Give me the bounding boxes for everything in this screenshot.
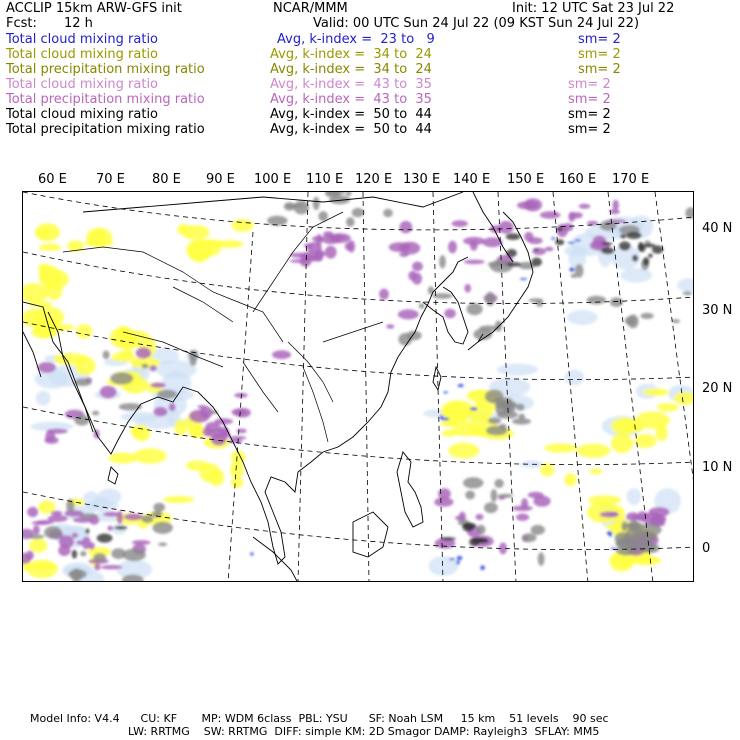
longitude-110E [298,192,308,582]
legend-field-name: Total cloud mixing ratio [6,107,159,122]
low-cloud-area [631,556,661,566]
mid-cloud-area [521,498,528,509]
high-cloud-area [153,522,173,534]
mid-cloud-area [94,564,100,571]
mid-cloud-area [154,407,168,417]
map-panel [22,191,694,582]
mid-cloud-area [48,515,68,522]
high-cloud-area [103,351,110,360]
high-cloud-area [485,390,504,404]
heavy-precip-core [520,278,527,280]
legend-smoothing: sm= 2 [568,77,611,92]
legend-field-name: Total precipitation mixing ratio [6,62,205,77]
longitude-label: 110 E [306,172,344,187]
high-cloud-area [111,548,125,559]
mid-cloud-area [58,545,70,556]
mid-cloud-area [26,551,34,561]
high-cloud-area [671,319,680,323]
high-cloud-area [627,315,638,329]
mid-cloud-area [524,232,533,242]
mid-cloud-area [464,284,471,293]
high-cloud-area [92,411,99,416]
mid-cloud-area [76,540,83,545]
mid-cloud-area [237,429,247,434]
high-cloud-area [465,491,475,500]
high-cloud-area [463,477,483,488]
high-cloud-area [79,513,98,518]
legend-smoothing: sm= 2 [578,62,621,77]
longitude-170E [655,192,694,492]
mid-cloud-area [72,533,78,538]
low-cloud-area [540,463,554,477]
mid-cloud-area [545,247,554,252]
low-cloud-area [76,324,92,338]
legend-field-name: Total precipitation mixing ratio [6,122,205,137]
deep-cloud-core [531,258,542,267]
longitude-label: 70 E [96,172,125,187]
low-cloud-area [643,388,669,396]
deep-cloud-core [652,245,663,253]
mid-cloud-area [136,347,151,358]
legend-k-index-range: Avg, k-index = 34 to 24 [270,62,432,77]
deep-cloud-core [506,249,517,257]
coastline-mongolia [83,192,463,212]
mid-cloud-area [379,289,389,300]
mid-cloud-area [444,309,456,318]
mid-cloud-area [540,211,561,219]
legend-field-name: Total cloud mixing ratio [6,77,159,92]
mid-cloud-area [315,249,324,261]
mid-cloud-area [89,542,95,549]
mid-cloud-area [312,236,323,241]
high-cloud-area [497,411,518,419]
mid-cloud-area [610,512,619,517]
mid-cloud-area [169,403,176,411]
mid-cloud-area [150,365,157,371]
coastline-taiwan [433,367,441,390]
mid-cloud-area [470,241,478,251]
deep-cloud-core [97,534,113,543]
deep-cloud-core [476,539,489,543]
high-cloud-area [685,207,694,218]
mid-cloud-area [516,514,529,521]
high-cloud-area [571,274,577,278]
mid-cloud-area [27,507,38,517]
heavy-precip-core [569,267,574,271]
longitude-label: 90 E [206,172,235,187]
heavy-precip-core [443,391,447,393]
mid-cloud-area [386,324,394,329]
light-cloud-area [497,364,539,376]
low-cloud-area [118,337,141,349]
heavy-precip-core [480,565,485,570]
low-cloud-area [231,477,243,488]
heavy-precip-core [250,552,253,555]
longitude-100E [228,232,253,582]
mid-cloud-area [228,439,243,443]
latitude-label: 20 N [702,381,733,396]
high-cloud-area [75,378,92,386]
field-shading [23,192,694,582]
low-cloud-area [134,448,167,463]
high-cloud-area [428,286,434,294]
high-cloud-area [624,532,630,546]
model-info-line1: Model Info: V4.4 CU: KF MP: WDM 6class PBL: YSU SF: Noah LSM 15 km 51 levels 90 sec [30,712,609,725]
deep-cloud-core [507,262,522,267]
low-cloud-area [111,352,135,362]
deep-cloud-core [440,537,455,540]
mid-cloud-area [348,240,355,252]
high-cloud-area [477,525,486,535]
mid-cloud-area [38,362,56,373]
low-cloud-area [590,469,602,475]
mid-cloud-area [100,386,117,399]
map-svg [23,192,694,582]
low-cloud-area [231,219,253,232]
model-info-line2: LW: RRTMG SW: RRTMG DIFF: simple KM: 2D Smagor DAMP: Rayleigh3 SFLAY: MM5 [128,725,600,738]
high-cloud-area [484,502,498,513]
latitude-label: 30 N [702,303,733,318]
mid-cloud-area [107,526,113,531]
high-cloud-area [313,197,320,210]
mid-cloud-area [32,521,51,525]
high-cloud-area [267,216,287,226]
deep-cloud-core [643,257,649,266]
mid-cloud-area [626,512,639,521]
deep-cloud-core [85,528,89,534]
longitude-label: 80 E [152,172,181,187]
low-cloud-area [29,539,48,553]
longitude-label: 60 E [38,172,67,187]
mid-cloud-area [124,514,143,521]
heavy-precip-core [609,533,612,536]
high-cloud-area [142,364,149,369]
high-cloud-area [491,489,498,502]
heavy-precip-core [458,384,464,387]
low-cloud-area [657,403,679,412]
legend-k-index-range: Avg, k-index = 34 to 24 [270,47,432,62]
deep-cloud-core [626,232,642,239]
legend-k-index-range: Avg, k-index = 50 to 44 [270,107,432,122]
deep-cloud-core [602,242,613,245]
high-cloud-area [406,331,421,341]
deep-cloud-core [620,234,626,238]
light-cloud-area [567,310,598,325]
longitude-label: 150 E [507,172,545,187]
high-cloud-area [153,503,165,512]
center-label: NCAR/MMM [273,1,348,16]
legend-smoothing: sm= 2 [578,32,621,47]
legend-field-name: Total precipitation mixing ratio [6,92,205,107]
high-cloud-area [110,372,133,384]
high-cloud-area [141,515,153,523]
low-cloud-area [588,495,621,505]
high-cloud-area [294,201,309,215]
high-cloud-area [44,526,62,539]
low-cloud-area [545,443,578,452]
low-cloud-area [635,434,657,448]
deep-cloud-core [72,550,77,559]
mid-cloud-area [464,260,485,265]
deep-cloud-core [462,522,474,531]
light-cloud-area [677,278,694,292]
low-cloud-area [31,563,58,569]
legend-smoothing: sm= 2 [578,47,621,62]
longitude-label: 100 E [254,172,292,187]
light-cloud-area [565,370,585,386]
low-cloud-area [577,444,611,458]
high-cloud-area [600,221,617,231]
light-cloud-area [83,491,100,508]
coastline-philippines [397,452,423,527]
mid-cloud-area [498,221,513,234]
low-cloud-area [186,460,209,470]
mid-cloud-area [235,408,251,418]
mid-cloud-area [272,350,291,359]
coastlines [23,192,533,582]
high-cloud-area [587,296,606,305]
legend-k-index-range: Avg, k-index = 50 to 44 [270,122,432,137]
high-cloud-area [419,303,425,309]
longitude-label: 160 E [559,172,597,187]
deep-cloud-core [601,247,614,254]
deep-cloud-core [632,255,638,262]
high-cloud-area [467,303,483,315]
coastline-sumatra [253,537,298,582]
low-cloud-area [611,433,633,453]
mid-cloud-area [329,233,351,243]
high-cloud-area [522,533,537,542]
heavy-precip-core [568,242,575,244]
longitude-label: 140 E [453,172,491,187]
legend-smoothing: sm= 2 [568,122,611,137]
mid-cloud-area [476,514,484,520]
low-cloud-area [451,427,484,436]
mid-cloud-area [408,271,416,281]
low-cloud-area [46,280,62,300]
high-cloud-area [516,404,524,411]
low-cloud-area [86,228,112,247]
high-cloud-area [494,479,503,488]
low-cloud-area [215,240,243,248]
mid-cloud-area [482,237,502,247]
high-cloud-area [93,553,106,562]
legend-k-index-range: Avg, k-index = 43 to 35 [270,77,432,92]
high-cloud-area [641,313,654,319]
longitude-label: 130 E [403,172,441,187]
mid-cloud-area [44,437,58,444]
heavy-precip-core [470,407,478,410]
high-cloud-area [529,298,544,302]
mid-cloud-area [151,383,166,388]
mid-cloud-area [117,511,123,524]
high-cloud-area [346,217,355,227]
low-cloud-area [133,425,151,441]
mid-cloud-area [438,488,451,499]
heavy-precip-core [574,239,581,241]
low-cloud-area [448,443,479,459]
mid-cloud-area [33,525,40,534]
coastline-sri-lanka [108,467,118,484]
high-cloud-area [80,551,86,557]
mid-cloud-area [569,212,583,218]
high-cloud-area [68,569,87,579]
mid-cloud-area [579,204,591,209]
high-cloud-area [383,209,393,218]
high-cloud-area [643,543,659,553]
mid-cloud-area [203,427,212,436]
mid-cloud-area [412,262,423,272]
mid-cloud-area [562,223,573,231]
mid-cloud-area [400,221,413,233]
high-cloud-area [352,208,364,217]
heavy-precip-core [456,560,459,565]
mid-cloud-area [448,241,457,254]
mid-cloud-area [399,252,409,257]
high-cloud-area [318,211,328,221]
mid-cloud-area [452,220,468,227]
heavy-precip-core [551,237,554,240]
mid-cloud-area [46,429,67,434]
mid-cloud-area [649,507,670,517]
high-cloud-area [158,543,167,547]
mid-cloud-area [613,200,619,211]
longitude-120E [363,192,369,582]
mid-cloud-area [101,565,122,569]
high-cloud-area [499,424,507,429]
latitude-label: 40 N [702,221,733,236]
heavy-precip-core [449,558,455,560]
high-cloud-area [531,525,545,535]
deep-cloud-core [557,227,564,231]
high-cloud-area [346,192,352,196]
coastline-arabia [23,332,41,377]
deep-cloud-core [619,241,631,250]
high-cloud-area [640,524,662,536]
legend-smoothing: sm= 2 [568,92,611,107]
light-cloud-area [621,268,653,283]
deep-cloud-core [638,242,643,251]
high-cloud-area [538,552,545,566]
forecast-hour: 12 h [64,16,93,31]
mid-cloud-area [132,540,151,545]
mid-cloud-area [398,309,419,319]
heavy-precip-core [442,417,450,420]
light-cloud-area [36,391,51,406]
high-cloud-area [439,255,446,268]
longitude-label: 170 E [612,172,650,187]
high-cloud-area [488,418,501,424]
longitude-label: 120 E [355,172,393,187]
low-cloud-area [564,473,576,486]
high-cloud-area [683,291,693,295]
high-cloud-area [74,415,89,426]
deep-cloud-core [114,526,127,530]
mid-cloud-area [325,246,337,259]
high-cloud-area [190,356,197,366]
legend-k-index-range: Avg, k-index = 23 to 9 [277,32,435,47]
high-cloud-area [498,494,513,498]
low-cloud-area [635,412,670,429]
low-cloud-area [181,225,209,240]
low-cloud-area [39,244,61,251]
longitude-130E [433,192,443,582]
mid-cloud-area [304,243,313,247]
high-cloud-area [123,549,146,561]
low-cloud-area [75,357,95,376]
low-cloud-area [188,241,210,262]
deep-cloud-core [506,233,521,240]
high-cloud-area [512,418,531,424]
deep-cloud-core [555,239,564,245]
high-cloud-area [497,403,512,407]
legend-k-index-range: Avg, k-index = 43 to 35 [270,92,432,107]
forecast-label: Fcst: [6,16,37,31]
mid-cloud-area [517,201,538,209]
low-cloud-area [35,223,60,241]
valid-time: Valid: 00 UTC Sun 24 Jul 22 (09 KST Sun 24 Jul 22) [313,16,640,31]
high-cloud-area [488,262,502,267]
high-cloud-area [28,535,44,540]
light-cloud-area [627,488,641,505]
mid-cloud-area [528,492,544,498]
deep-cloud-core [534,248,539,251]
low-cloud-area [109,453,138,464]
init-time: Init: 12 UTC Sat 23 Jul 22 [512,1,675,16]
heavy-precip-core [457,556,463,560]
latitude-label: 10 N [702,460,733,475]
latitude-30N [23,252,694,304]
low-cloud-area [163,496,194,503]
coastline-borneo [353,512,388,557]
model-title: ACCLIP 15km ARW-GFS init [6,1,182,16]
deep-cloud-core [648,254,653,258]
legend-field-name: Total cloud mixing ratio [6,47,159,62]
latitude-label: 0 [702,541,711,556]
low-cloud-area [174,419,187,435]
legend-field-name: Total cloud mixing ratio [6,32,159,47]
legend-smoothing: sm= 2 [568,107,611,122]
high-cloud-area [151,511,162,518]
